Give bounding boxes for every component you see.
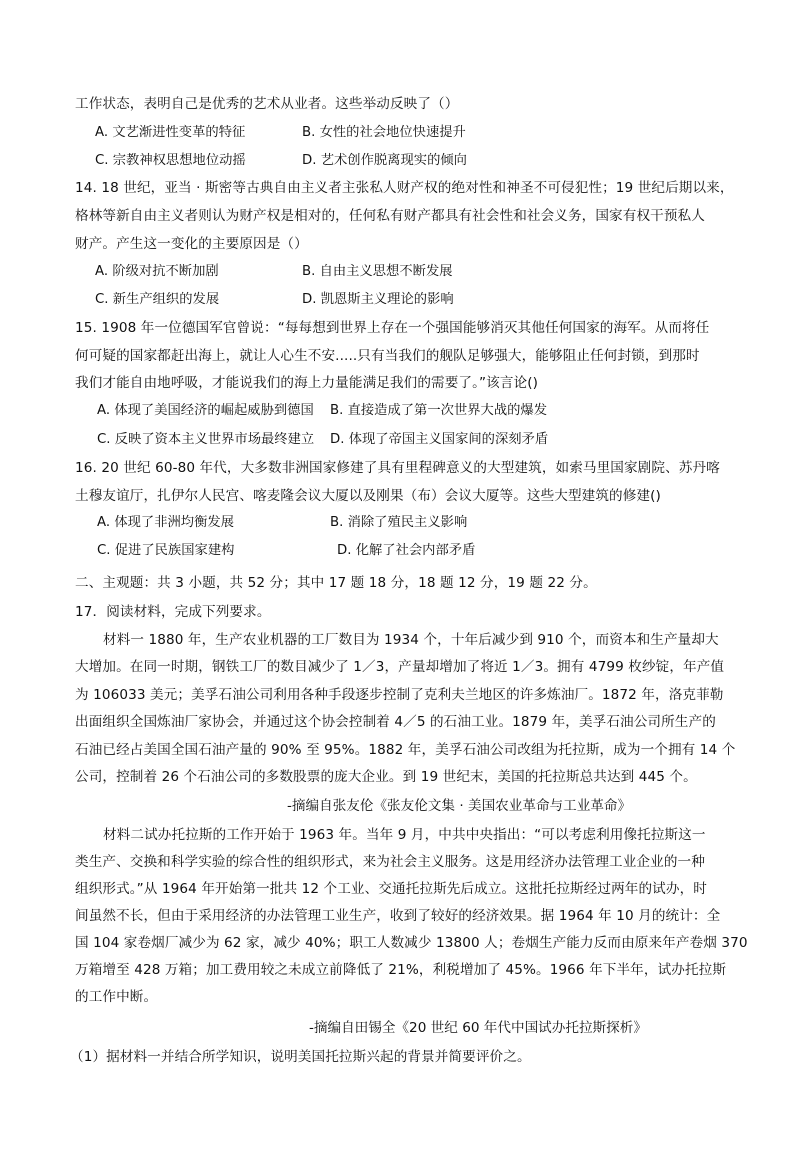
q14-option-c: C. 新生产组织的发展: [95, 292, 220, 307]
section-heading: 二、主观题：共 3 小题，共 52 分；其中 17 题 18 分，18 题 12 分，19 题 22 分。: [75, 575, 597, 591]
q16-option-b: B. 消除了殖民主义影响: [330, 515, 468, 530]
q14-option-a: A. 阶级对抗不断加剧: [95, 264, 219, 279]
material1-line-4: 出面组织全国炼油厂家协会，并通过这个协会控制着 4／5 的石油工业。1879 年，美孚石油公司所生产的: [75, 714, 716, 730]
material2-line-6: 万箱增至 428 万箱；加工费用较之未成立前降低了 21%，利税增加了 45%。1966 年下半年，试办托拉斯: [75, 962, 727, 978]
q17-title: 17．阅读材料，完成下列要求。: [75, 604, 271, 620]
q13-option-a: A. 文艺渐进性变革的特征: [95, 125, 246, 140]
material2-line-7: 的工作中断。: [75, 989, 158, 1005]
material1-line-3: 为 106033 美元；美孚石油公司利用各种手段逐步控制了克利夫兰地区的许多炼油厂。1872 年，洛克菲勒: [75, 687, 724, 703]
q15-option-d: D. 体现了帝国主义国家间的深刻矛盾: [330, 432, 549, 447]
material1-line-5: 石油已经占美国全国石油产量的 90% 至 95%。1882 年，美孚石油公司改组为托拉斯，成为一个拥有 14 个: [75, 742, 736, 758]
q16-line-2: 土穆友谊厅，扎伊尔人民宫、喀麦隆会议大厦以及刚果（布）会议大厦等。这些大型建筑的修建(): [75, 488, 661, 504]
material2-line-1: 材料二试办托拉斯的工作开始于 1963 年。当年 9 月，中共中央指出：“可以考虑利用像托拉斯这一: [103, 827, 706, 843]
q14-line-3: 财产。产生这一变化的主要原因是（）: [75, 236, 308, 252]
q14-line-1: 14. 18 世纪，亚当 · 斯密等古典自由主义者主张私人财产权的绝对性和神圣不可侵犯性；19 世纪后期以来，: [75, 180, 734, 196]
q14-option-b: B. 自由主义思想不断发展: [302, 264, 453, 279]
material1-source: -摘编自张友伦《张友伦文集 · 美国农业革命与工业革命》: [287, 798, 632, 814]
q13-stem: 工作状态，表明自己是优秀的艺术从业者。这些举动反映了（）: [75, 96, 459, 112]
q16-line-1: 16. 20 世纪 60-80 年代，大多数非洲国家修建了具有里程碑意义的大型建筑，如索马里国家剧院、苏丹喀: [75, 460, 720, 476]
q15-line-2: 何可疑的国家都赶出海上，就让人心生不安.....只有当我们的舰队足够强大，能够阻止任何封锁，到那时: [75, 348, 700, 364]
q15-line-3: 我们才能自由地呼吸，才能说我们的海上力量能满足我们的需要了。”该言论(): [75, 375, 539, 391]
q16-option-a: A. 体现了非洲均衡发展: [97, 515, 234, 530]
material2-line-2: 类生产、交换和科学实验的综合性的组织形式，来为社会主义服务。这是用经济办法管理工业企业的一种: [75, 854, 705, 870]
q13-option-b: B. 女性的社会地位快速提升: [302, 125, 466, 140]
material2-line-5: 国 104 家卷烟厂减少为 62 家，减少 40%；职工人数减少 13800 人；卷烟生产能力反而由原来年产卷烟 370: [75, 935, 748, 951]
material1-line-1: 材料一 1880 年，生产农业机器的工厂数目为 1934 个，十年后减少到 910 个，而资本和生产量却大: [103, 632, 719, 648]
material1-line-6: 公司，控制着 26 个石油公司的多数股票的庞大企业。到 19 世纪末，美国的托拉斯总共达到 445 个。: [75, 769, 697, 785]
material1-line-2: 大增加。在同一时期，钢铁工厂的数目减少了 1／3，产量却增加了将近 1／3。拥有 4799 枚纱锭，年产值: [75, 659, 725, 675]
q14-option-d: D. 凯恩斯主义理论的影响: [302, 292, 454, 307]
q16-option-c: C. 促进了民族国家建构: [97, 543, 235, 558]
material2-line-4: 间虽然不长，但由于采用经济的办法管理工业生产，收到了较好的经济效果。据 1964 年 10 月的统计：全: [75, 908, 721, 924]
q15-option-b: B. 直接造成了第一次世界大战的爆发: [330, 403, 548, 418]
q16-option-d: D. 化解了社会内部矛盾: [337, 543, 476, 558]
q17-subquestion-1: （1）据材料一并结合所学知识，说明美国托拉斯兴起的背景并简要评价之。: [70, 1049, 531, 1065]
q13-option-c: C. 宗教神权思想地位动摇: [95, 153, 246, 168]
q14-line-2: 格林等新自由主义者则认为财产权是相对的，任何私有财产都具有社会性和社会义务，国家有权干预私人: [75, 208, 705, 224]
q15-option-c: C. 反映了资本主义世界市场最终建立: [97, 432, 315, 447]
q13-option-d: D. 艺术创作脱离现实的倾向: [302, 153, 467, 168]
q15-option-a: A. 体现了美国经济的崛起威胁到德国: [97, 403, 314, 418]
material2-source: -摘编自田锡全《20 世纪 60 年代中国试办托拉斯探析》: [309, 1020, 647, 1036]
material2-line-3: 组织形式。”从 1964 年开始第一批共 12 个工业、交通托拉斯先后成立。这批托拉斯经过两年的试办，时: [75, 881, 707, 897]
q15-line-1: 15. 1908 年一位德国军官曾说：“每每想到世界上存在一个强国能够消灭其他任何国家的海军。从而将任: [75, 320, 710, 336]
